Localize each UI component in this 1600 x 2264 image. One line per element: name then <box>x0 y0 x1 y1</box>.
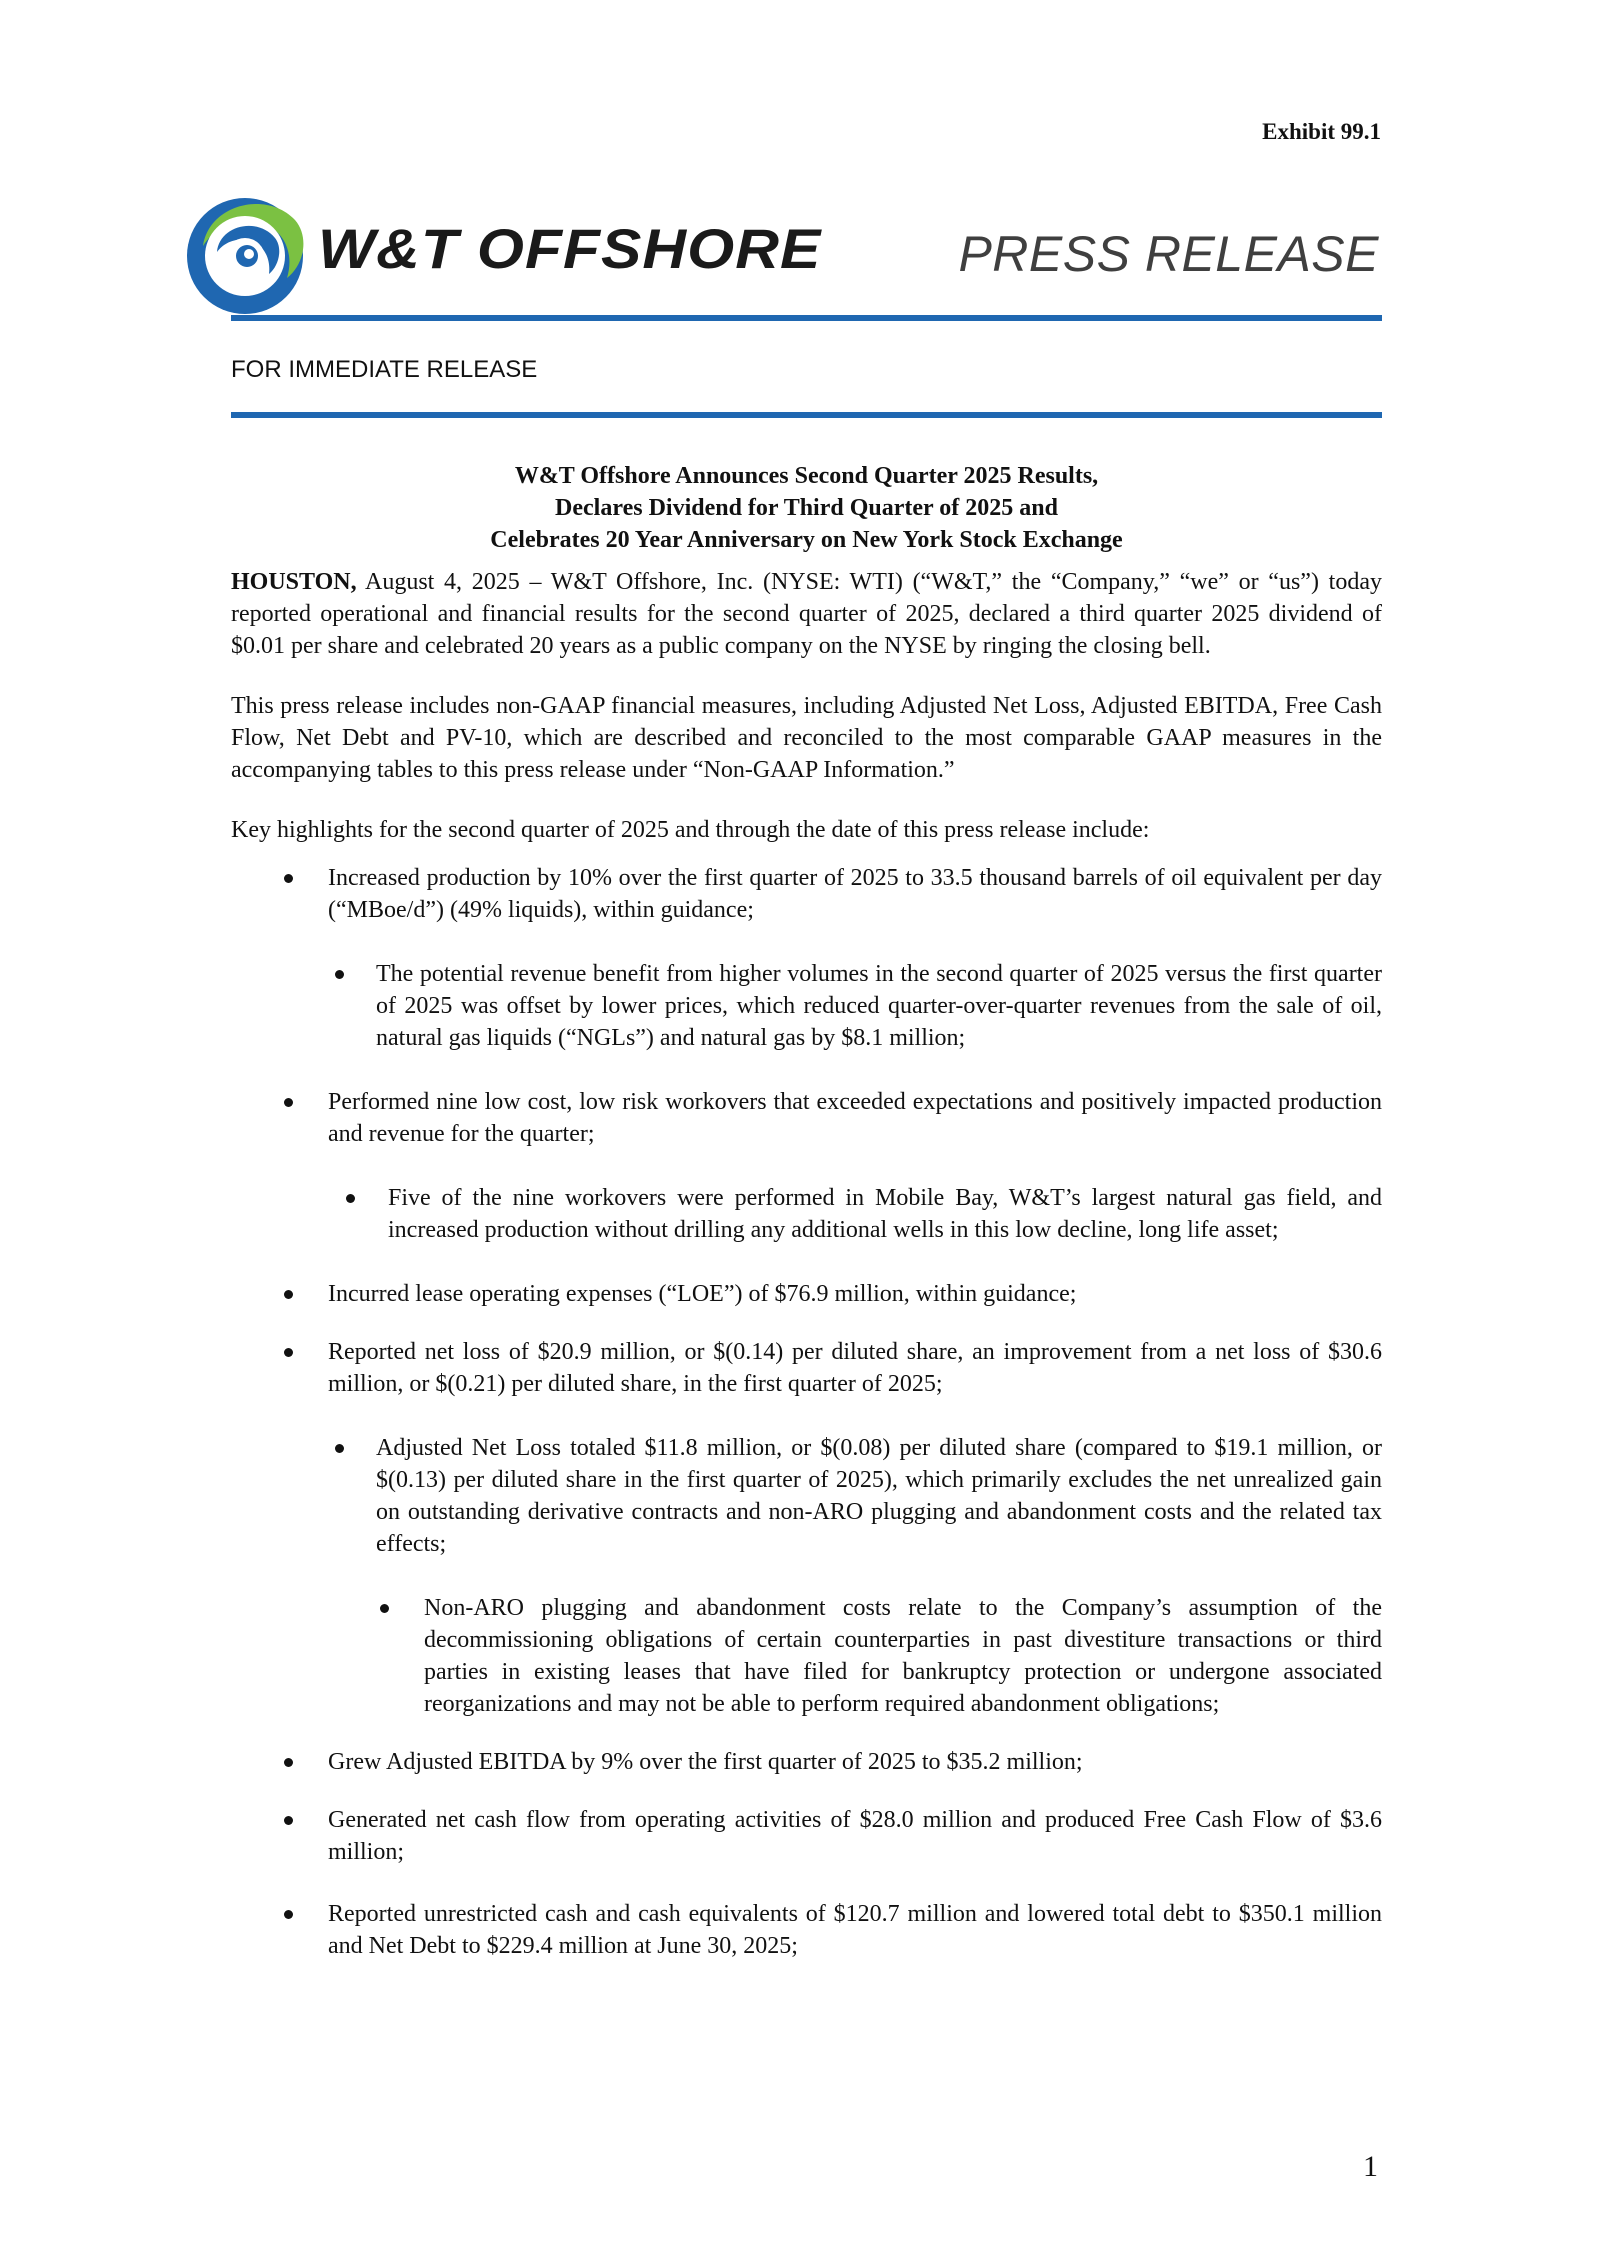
bullet-icon <box>284 1910 293 1919</box>
list-item: Reported net loss of $20.9 million, or $(0.14) per diluted share, an improvement from a net loss of $30.6 million, or $(0.21) per diluted share, in the first quarter of 2025; <box>328 1336 1382 1400</box>
bullet-icon <box>284 1816 293 1825</box>
headline-line: Declares Dividend for Third Quarter of 2025 and <box>555 495 1058 521</box>
header-rule-bottom <box>231 412 1382 418</box>
headline <box>231 460 1382 556</box>
exhibit-label: Exhibit 99.1 <box>1262 119 1381 144</box>
bullet-icon <box>284 1758 293 1767</box>
header-rule-top <box>231 315 1382 321</box>
dateline: HOUSTON, <box>231 569 357 595</box>
list-item: Incurred lease operating expenses (“LOE”) of $76.9 million, within guidance; <box>328 1278 1382 1310</box>
intro-text: August 4, 2025 – W&T Offshore, Inc. (NYSE: WTI) (“W&T,” the “Company,” “we” or “us”) today reported operational and financial results for the second quarter of 2025, declared a third quarter 2025 dividend of $0.01 per share and celebrated 20 years as a public company on the NYSE by ringing the closing bell. <box>231 569 1382 659</box>
immediate-release-label: FOR IMMEDIATE RELEASE <box>231 356 538 383</box>
intro-paragraph <box>231 566 1382 662</box>
list-item: Adjusted Net Loss totaled $11.8 million, or $(0.08) per diluted share (compared to $19.1 million, or $(0.13) per diluted share in the first quarter of 2025), which primarily excludes the net unrealized gain on outstanding derivative contracts and non-ARO plugging and abandonment costs and the related tax effects; <box>376 1432 1382 1560</box>
release-content <box>231 460 1382 1962</box>
highlights-intro: Key highlights for the second quarter of 2025 and through the date of this press release include: <box>231 817 1150 843</box>
list-item: Increased production by 10% over the first quarter of 2025 to 33.5 thousand barrels of oil equivalent per day (“MBoe/d”) (49% liquids), within guidance; <box>328 862 1382 926</box>
bullet-icon <box>380 1604 389 1613</box>
list-item: Performed nine low cost, low risk workovers that exceeded expectations and positively impacted production and revenue for the quarter; <box>328 1086 1382 1150</box>
list-item: The potential revenue benefit from higher volumes in the second quarter of 2025 versus the first quarter of 2025 was offset by lower prices, which reduced quarter-over-quarter revenues from the sale of oil, natural gas liquids (“NGLs”) and natural gas by $8.1 million; <box>376 958 1382 1054</box>
press-release-title: PRESS RELEASE <box>958 226 1379 282</box>
headline-line: Celebrates 20 Year Anniversary on New York Stock Exchange <box>490 527 1123 553</box>
non-gaap-paragraph: This press release includes non-GAAP financial measures, including Adjusted Net Loss, Adjusted EBITDA, Free Cash Flow, Net Debt and PV-10, which are described and reconciled to the most comparable GAAP measures in the accompanying tables to this press release under “Non-GAAP Information.” <box>231 693 1382 783</box>
highlights-list <box>231 862 1382 1962</box>
headline-line: W&T Offshore Announces Second Quarter 2025 Results, <box>514 463 1099 489</box>
bullet-icon <box>346 1194 355 1203</box>
list-item: Generated net cash flow from operating activities of $28.0 million and produced Free Cash Flow of $3.6 million; <box>328 1804 1382 1868</box>
page-number: 1 <box>1363 2150 1378 2183</box>
bullet-icon <box>284 874 293 883</box>
list-item: Five of the nine workovers were performed in Mobile Bay, W&T’s largest natural gas field, and increased production without drilling any additional wells in this low decline, long life asset; <box>388 1182 1382 1246</box>
logo-wordmark: W&T OFFSHORE <box>318 217 822 280</box>
bullet-icon <box>335 1444 344 1453</box>
bullet-icon <box>284 1348 293 1357</box>
bullet-icon <box>335 970 344 979</box>
list-item: Non-ARO plugging and abandonment costs relate to the Company’s assumption of the decommissioning obligations of certain counterparties in past divestiture transactions or third parties in existing leases that have filed for bankruptcy protection or undergone associated reorganizations and may not be able to perform required abandonment obligations; <box>424 1592 1382 1720</box>
list-item: Grew Adjusted EBITDA by 9% over the first quarter of 2025 to $35.2 million; <box>328 1746 1382 1778</box>
bullet-icon <box>284 1290 293 1299</box>
bullet-icon <box>284 1098 293 1107</box>
list-item: Reported unrestricted cash and cash equivalents of $120.7 million and lowered total debt to $350.1 million and Net Debt to $229.4 million at June 30, 2025; <box>328 1898 1382 1962</box>
company-logo <box>183 186 883 318</box>
swirl-logo-icon <box>183 186 313 318</box>
